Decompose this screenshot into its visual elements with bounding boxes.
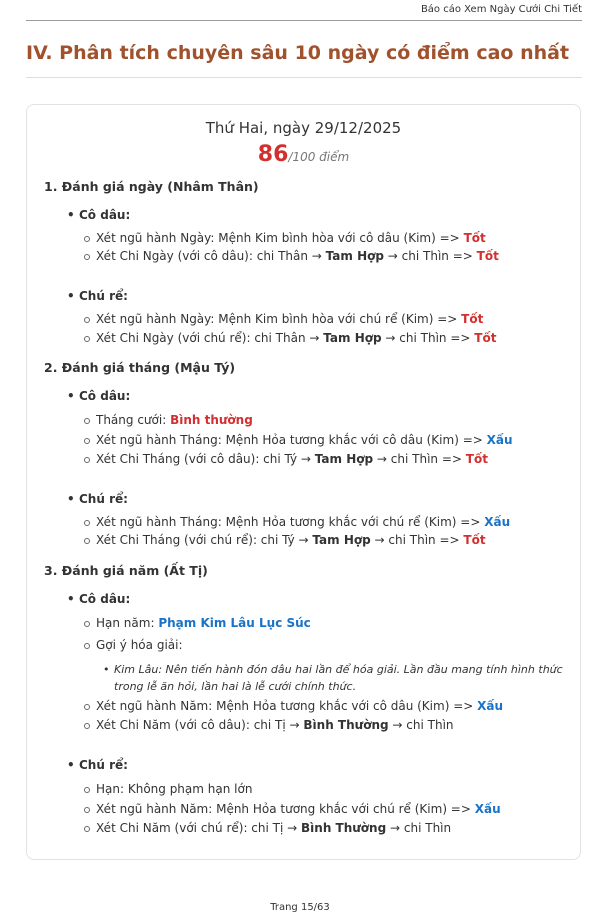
card-date: Thứ Hai, ngày 29/12/2025 bbox=[205, 119, 402, 137]
year-bride-label: • Cô dâu: bbox=[79, 592, 130, 607]
running-header: Báo cáo Xem Ngày Cưới Chi Tiết bbox=[26, 4, 582, 21]
month-bride-branch: Xét Chi Tháng (với cô dâu): chi Tý → Tam Hợp → chi Thìn => Tốt bbox=[96, 452, 488, 466]
title-divider bbox=[26, 77, 582, 78]
section-title: IV. Phân tích chuyên sâu 10 ngày có điểm cao nhất bbox=[26, 42, 570, 64]
day-groom-element: Xét ngũ hành Ngày: Mệnh Kim bình hòa với chú rể (Kim) => Tốt bbox=[96, 312, 484, 326]
year-groom-element: Xét ngũ hành Năm: Mệnh Hỏa tương khắc với chú rể (Kim) => Xấu bbox=[96, 802, 501, 816]
day-analysis-card bbox=[26, 104, 581, 860]
month-heading: 2. Đánh giá tháng (Mậu Tý) bbox=[44, 360, 236, 375]
page-number: Trang 15/63 bbox=[270, 902, 330, 913]
score-value: 86 bbox=[257, 142, 289, 167]
remedy-note-line-2: trong lễ ăn hỏi, lần hai là lễ cưới chính thức. bbox=[114, 680, 357, 693]
year-heading: 3. Đánh giá năm (Ất Tị) bbox=[44, 563, 208, 578]
month-groom-element: Xét ngũ hành Tháng: Mệnh Hỏa tương khắc với chú rể (Kim) => Xấu bbox=[96, 515, 511, 529]
month-bride-label: • Cô dâu: bbox=[79, 389, 130, 404]
day-bride-element: Xét ngũ hành Ngày: Mệnh Kim bình hòa với cô dâu (Kim) => Tốt bbox=[96, 231, 486, 245]
year-bride-branch: Xét Chi Năm (với cô dâu): chi Tị → Bình Thường → chi Thìn bbox=[96, 718, 454, 732]
day-bride-label: • Cô dâu: bbox=[79, 208, 130, 223]
day-groom-label: • Chú rể: bbox=[79, 289, 128, 304]
day-heading: 1. Đánh giá ngày (Nhâm Thân) bbox=[44, 179, 259, 194]
year-groom-branch: Xét Chi Năm (với chú rể): chi Tị → Bình Thường → chi Thìn bbox=[96, 821, 452, 835]
month-bride-element: Xét ngũ hành Tháng: Mệnh Hỏa tương khắc với cô dâu (Kim) => Xấu bbox=[96, 433, 513, 447]
year-bride-remedy-hint: Gợi ý hóa giải: bbox=[96, 638, 183, 652]
year-bride-element: Xét ngũ hành Năm: Mệnh Hỏa tương khắc với cô dâu (Kim) => Xấu bbox=[96, 699, 504, 713]
month-groom-branch: Xét Chi Tháng (với chú rể): chi Tý → Tam Hợp → chi Thìn => Tốt bbox=[96, 533, 486, 547]
year-groom-restriction: Hạn: Không phạm hạn lớn bbox=[96, 782, 253, 796]
day-bride-branch: Xét Chi Ngày (với cô dâu): chi Thân → Tam Hợp → chi Thìn => Tốt bbox=[96, 249, 499, 263]
year-groom-label: • Chú rể: bbox=[79, 758, 128, 773]
remedy-note-line-1: • Kim Lâu: Nên tiến hành đón dâu hai lần để hóa giải. Lần đầu mang tính hình thức bbox=[114, 661, 563, 678]
day-groom-branch: Xét Chi Ngày (với chú rể): chi Thân → Tam Hợp → chi Thìn => Tốt bbox=[96, 331, 497, 345]
score-suffix: /100 điểm bbox=[288, 150, 350, 164]
score bbox=[27, 142, 580, 167]
month-bride-wedding-month: Tháng cưới: Bình thường bbox=[96, 413, 253, 427]
month-groom-label: • Chú rể: bbox=[79, 492, 128, 507]
year-bride-restriction: Hạn năm: Phạm Kim Lâu Lục Súc bbox=[96, 616, 311, 630]
